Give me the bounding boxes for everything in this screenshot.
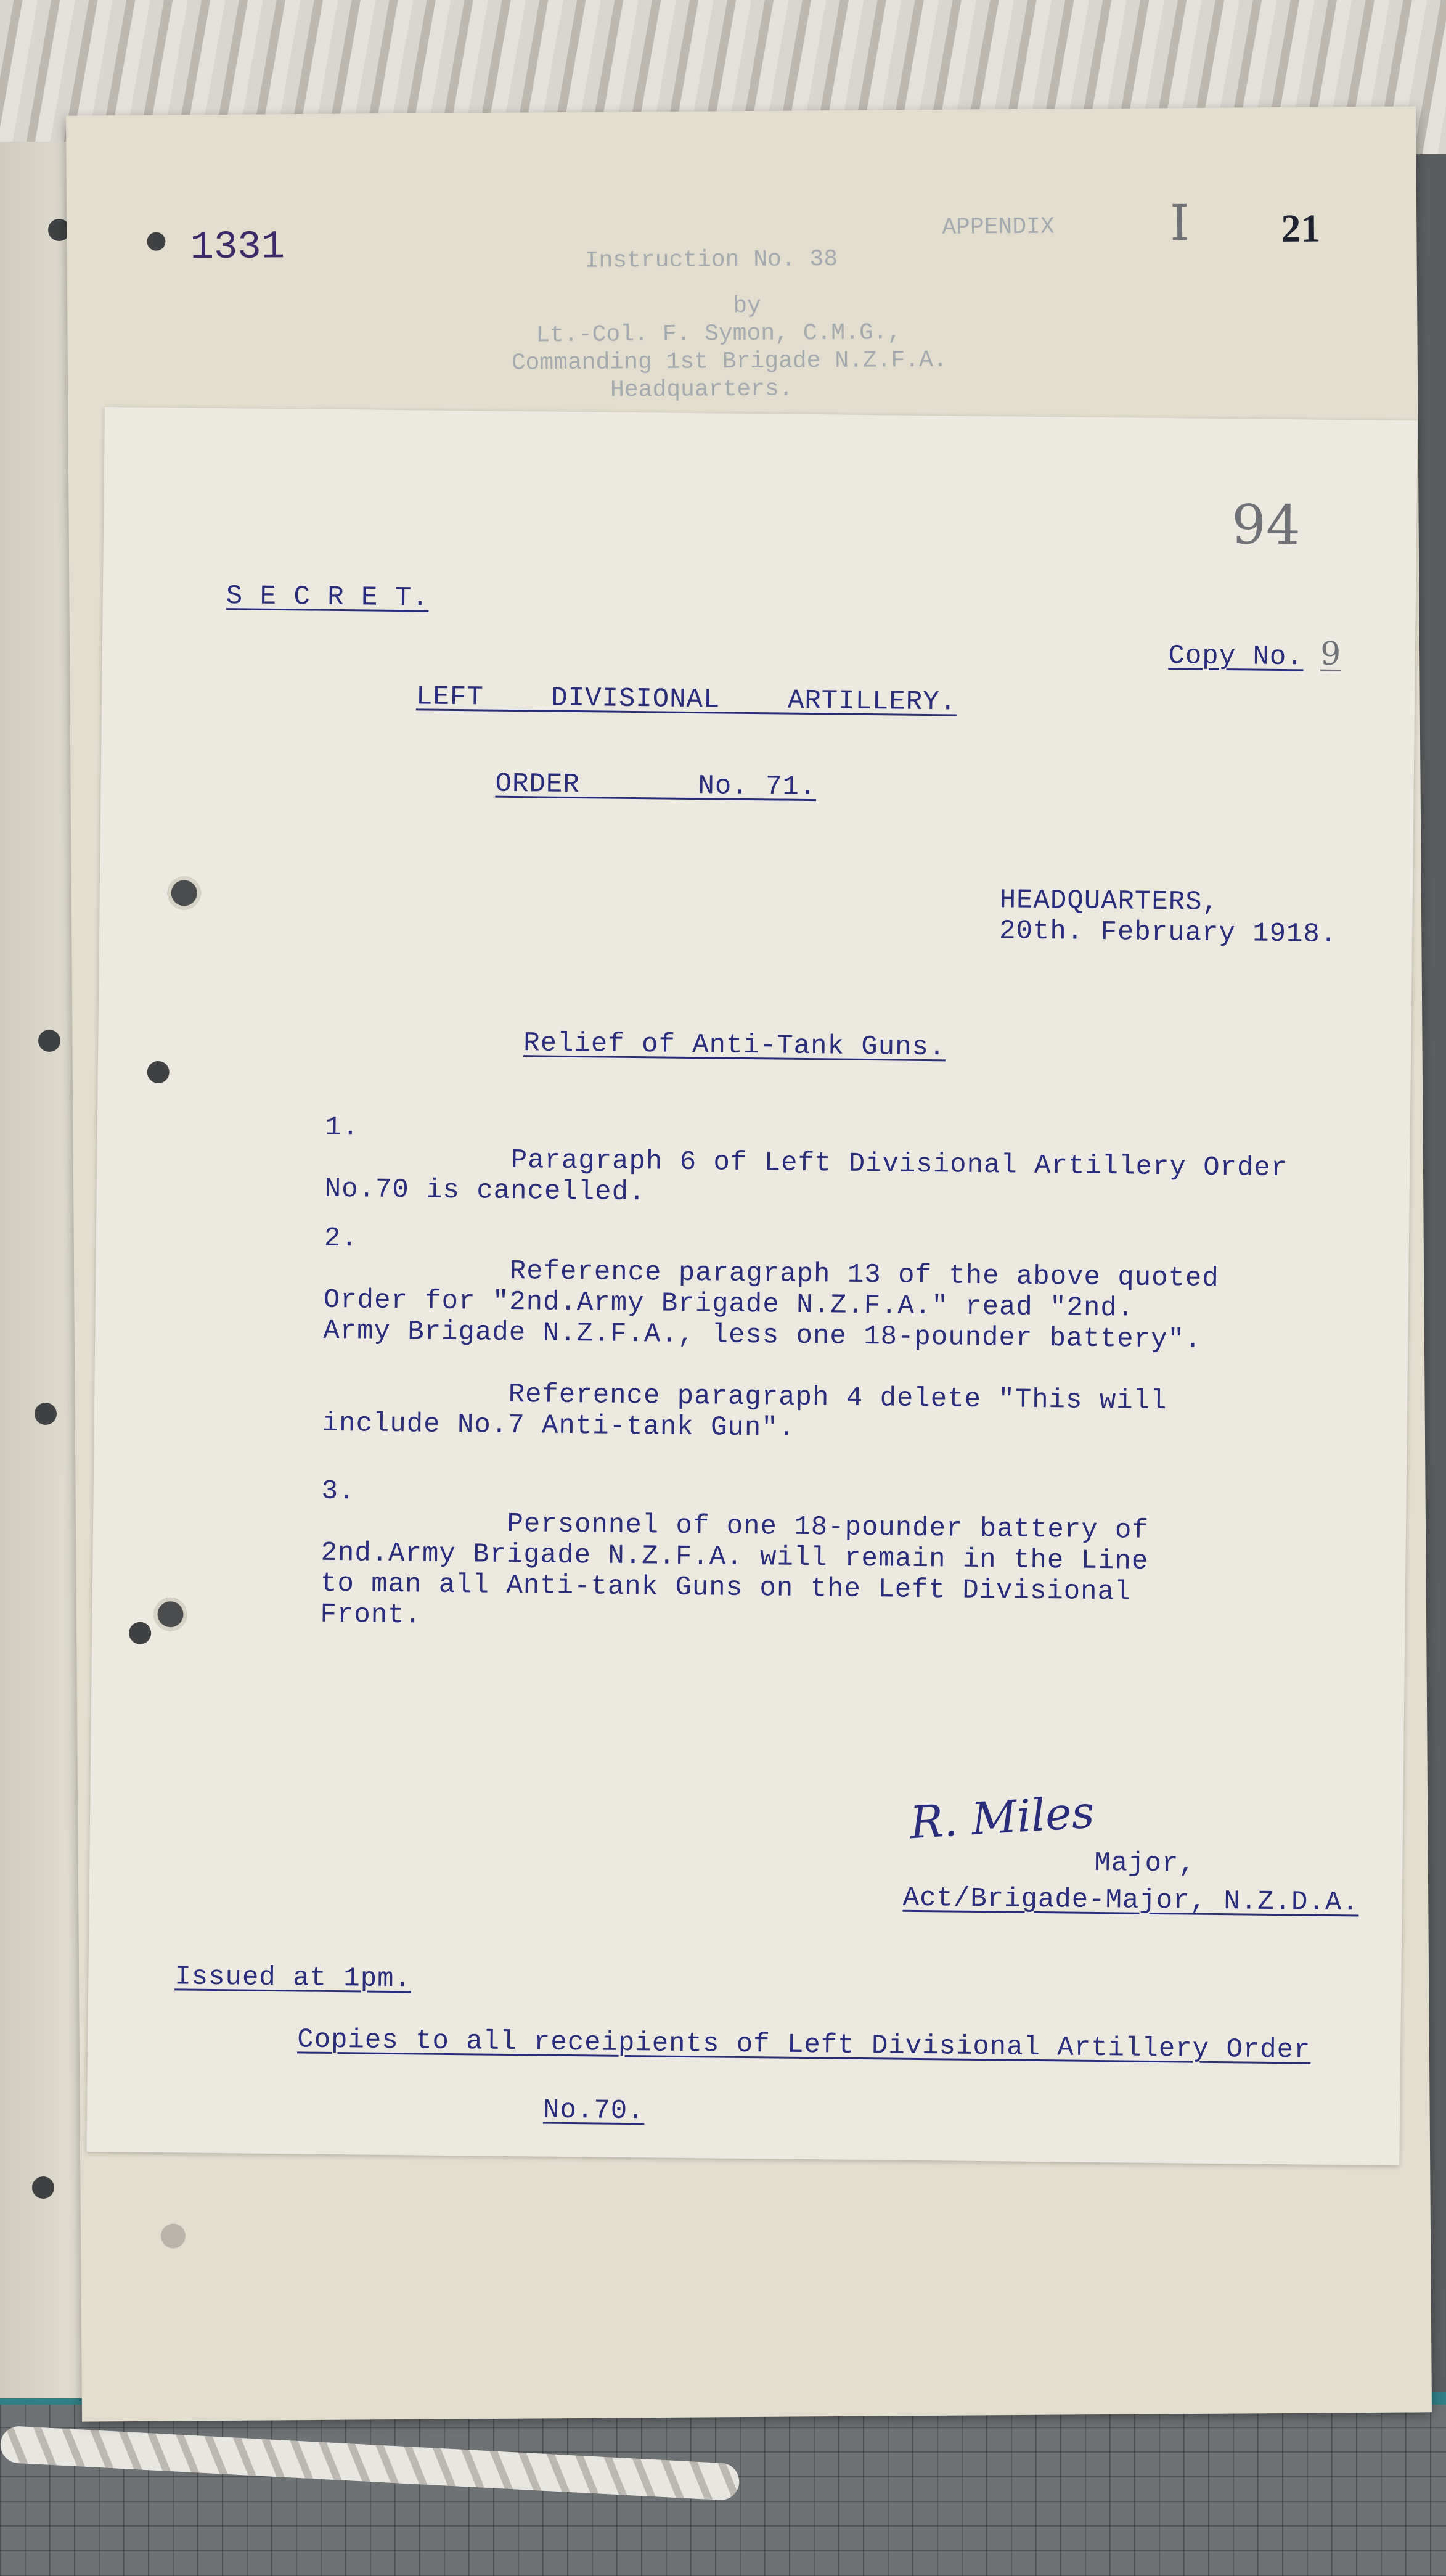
paragraph-line: Army Brigade N.Z.F.A., less one 18-pounder battery".	[323, 1315, 1202, 1356]
copy-label: Copy No.	[1168, 641, 1304, 673]
heading-unit: LEFT DIVISIONAL ARTILLERY.	[415, 681, 957, 718]
copies-order-ref: No.70.	[542, 2094, 645, 2127]
punch-hole	[147, 232, 165, 251]
copies-distribution: Copies to all receipients of Left Divisional Artillery Order	[297, 2024, 1311, 2066]
punch-hole	[147, 1061, 170, 1083]
appendix-pencil-mark: I	[1169, 194, 1190, 252]
faint-line: Lt.-Col. F. Symon, C.M.G.,	[536, 319, 902, 349]
punch-hole	[167, 876, 201, 910]
hq-location: HEADQUARTERS,	[999, 885, 1220, 918]
faint-line: Instruction No. 38	[584, 245, 838, 274]
page-number: 21	[1281, 206, 1321, 250]
paragraph	[322, 1377, 1167, 1448]
heading-order: ORDER No. 71.	[495, 768, 817, 803]
paragraph	[324, 1112, 1288, 1215]
appendix-label: APPENDIX	[942, 213, 1055, 241]
paragraph-number: 2.	[324, 1223, 358, 1255]
paragraph-line: Paragraph 6 of Left Divisional Artillery Order	[324, 1142, 1288, 1184]
paragraph-line: Front.	[320, 1599, 422, 1631]
paragraph-line: Order for "2nd.Army Brigade N.Z.F.A." read "2nd.	[323, 1284, 1135, 1324]
paragraph-line: 2nd.Army Brigade N.Z.F.A. will remain in the Line	[321, 1537, 1149, 1577]
punch-hole	[161, 2223, 186, 2248]
folio-number: 94	[1231, 493, 1301, 557]
faint-line: Headquarters.	[610, 375, 793, 404]
hq-date: 20th. February 1918.	[999, 916, 1338, 950]
paragraph-line: to man all Anti-tank Guns on the Left Divisional	[320, 1568, 1132, 1608]
classification: S E C R E T.	[226, 581, 429, 614]
paragraph-line: include No.7 Anti-tank Gun".	[322, 1408, 796, 1444]
paragraph-number: 3.	[321, 1475, 356, 1507]
order-document	[86, 407, 1418, 2165]
punch-hole	[38, 1030, 60, 1052]
faint-line: by	[733, 292, 761, 320]
punch-hole	[129, 1622, 151, 1644]
subject-line: Relief of Anti-Tank Guns.	[523, 1028, 946, 1064]
paragraph-line: Reference paragraph 13 of the above quoted	[324, 1253, 1219, 1295]
issued-time: Issued at 1pm.	[174, 1961, 412, 1995]
signatory-title: Act/Brigade-Major, N.Z.D.A.	[902, 1882, 1359, 1919]
paragraph-number: 1.	[325, 1112, 359, 1144]
paragraph-line: Reference paragraph 4 delete "This will	[322, 1377, 1167, 1417]
copy-number-line	[1100, 602, 1342, 704]
stamp-number: 1331	[190, 225, 285, 271]
punch-hole	[32, 2176, 54, 2199]
paragraph	[323, 1223, 1219, 1356]
signatory-rank: Major,	[1094, 1847, 1196, 1880]
signature: R. Miles	[908, 1786, 1096, 1849]
punch-hole	[153, 1598, 187, 1631]
paragraph-line: Personnel of one 18-pounder battery of	[321, 1506, 1150, 1546]
paragraph	[320, 1476, 1149, 1639]
paragraph-line: No.70 is cancelled.	[324, 1173, 646, 1208]
punch-hole	[35, 1403, 57, 1425]
copy-number: 9	[1320, 635, 1342, 673]
faint-line: Commanding 1st Brigade N.Z.F.A.	[511, 347, 947, 377]
